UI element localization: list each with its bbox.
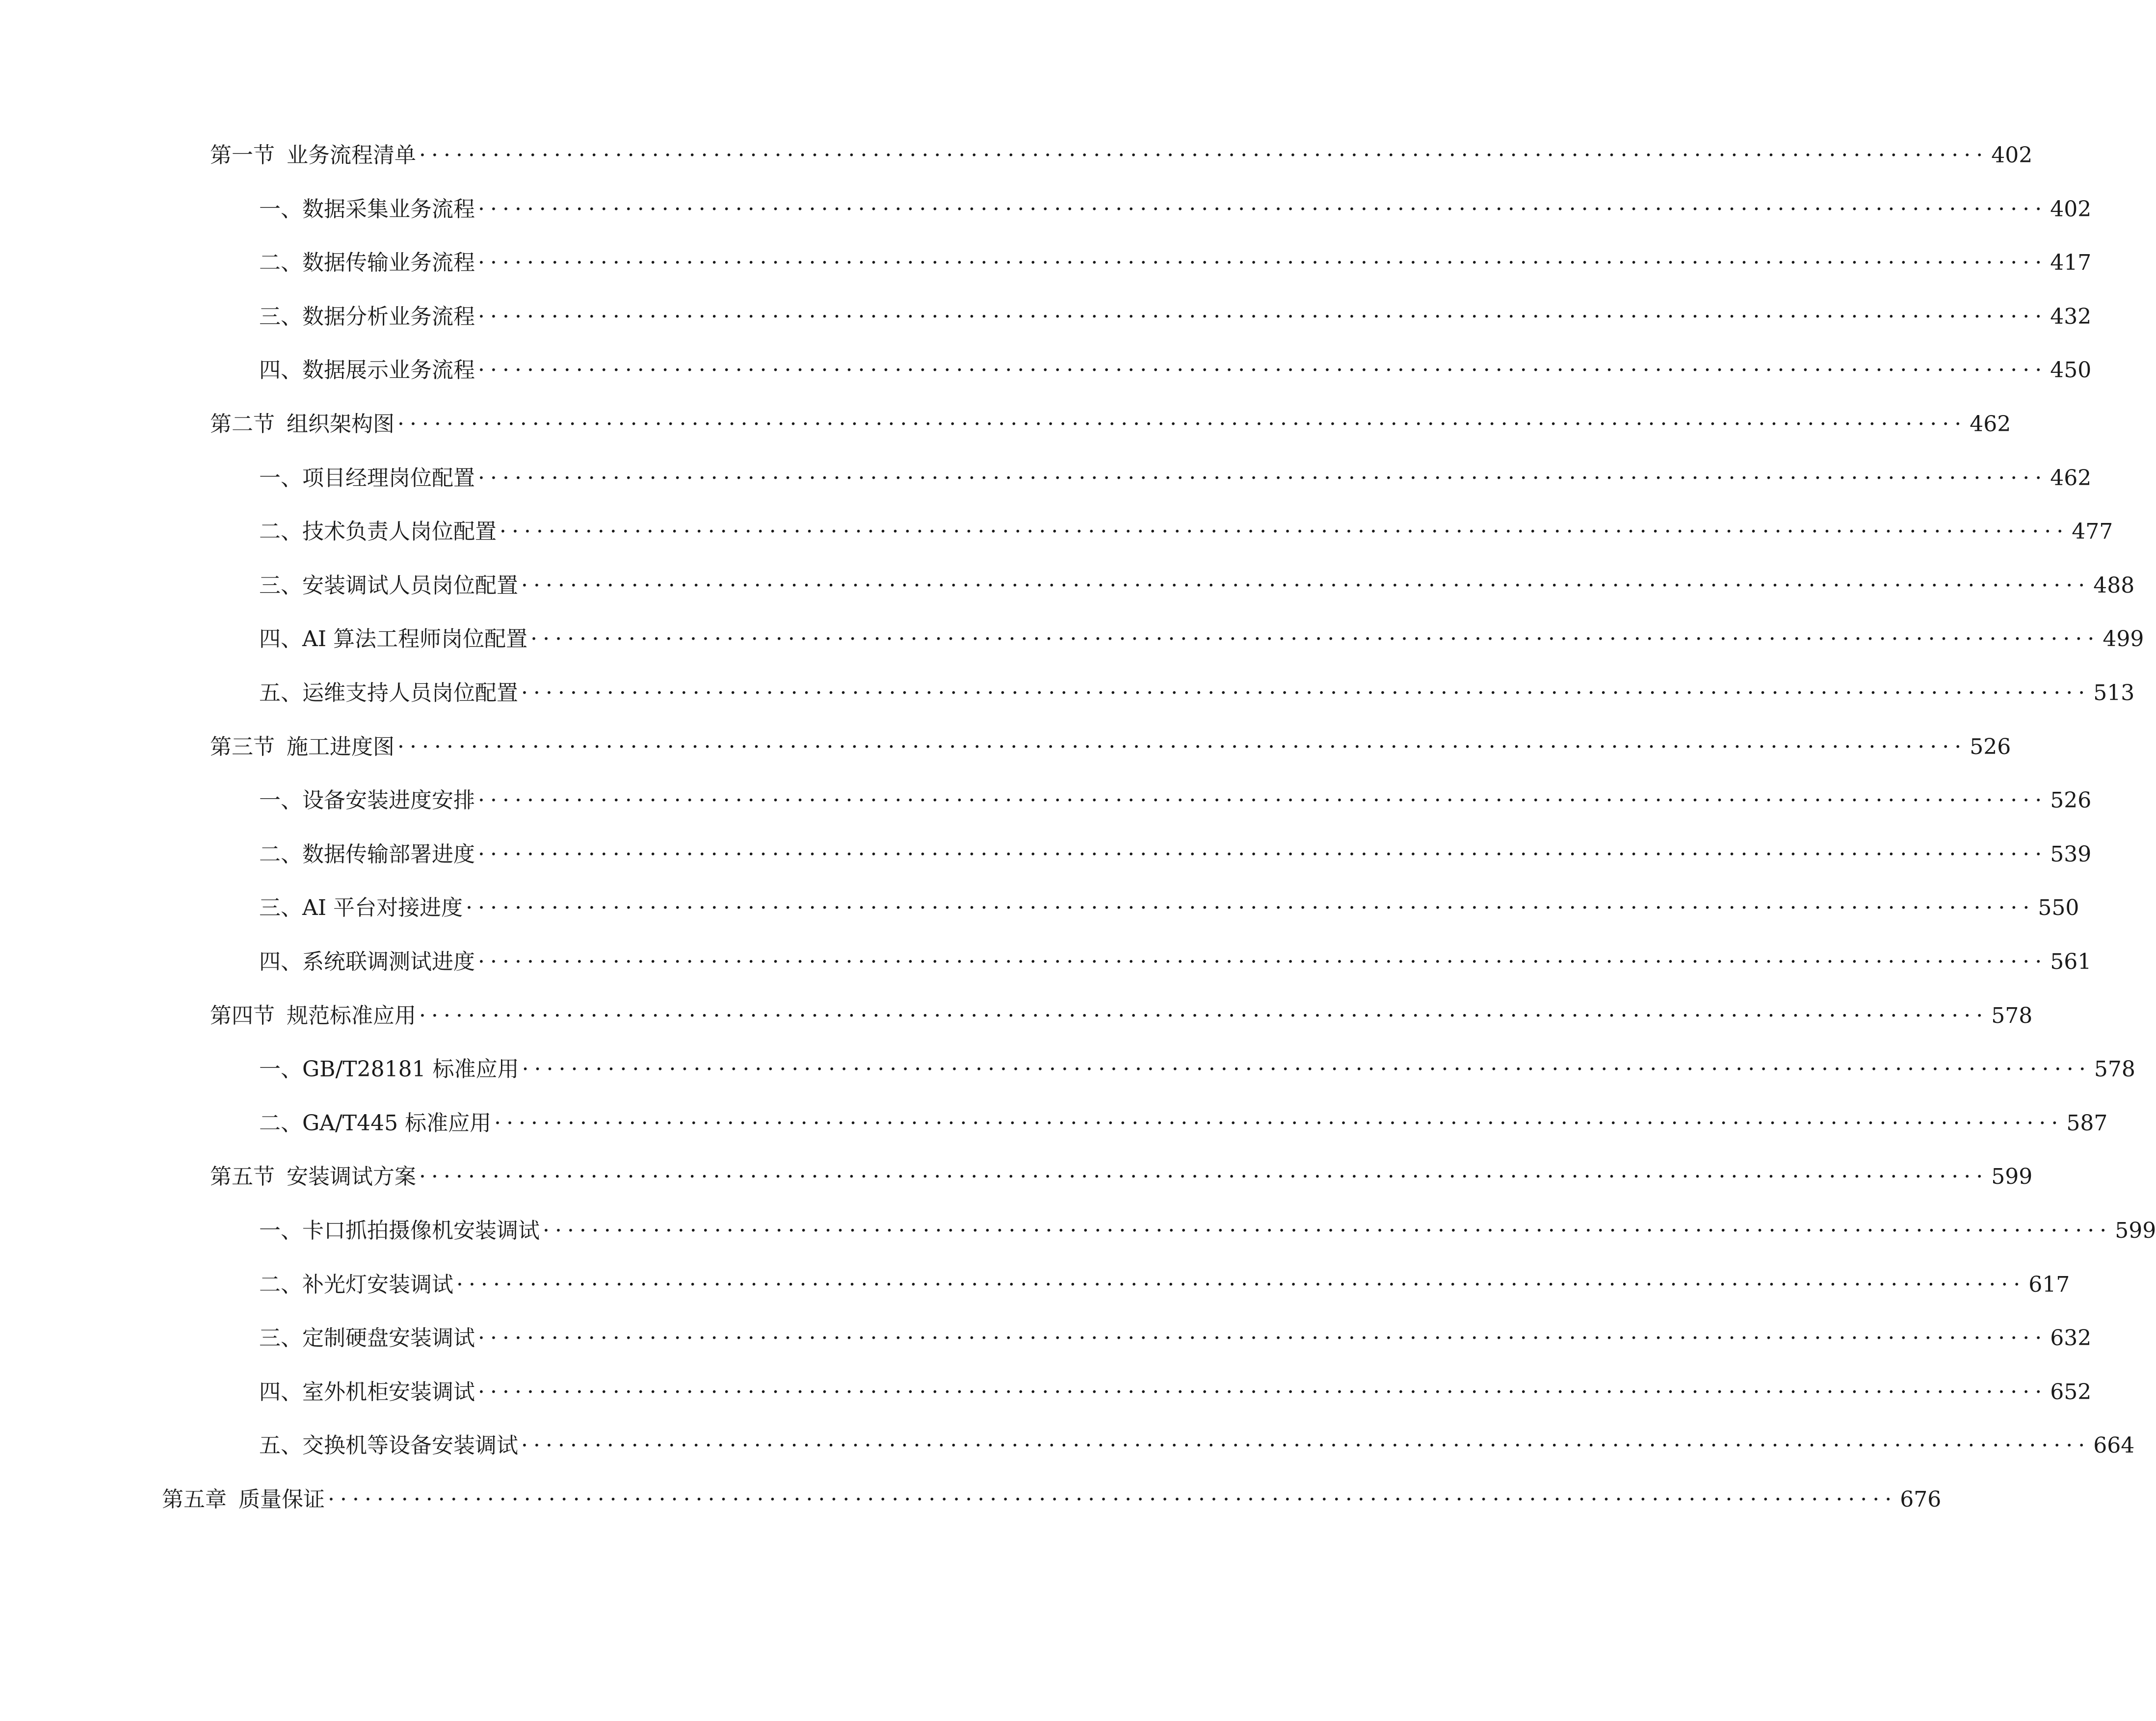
toc-dot-leader: ································································································································	[478, 358, 2048, 383]
toc-page-number: 599	[2115, 1218, 2156, 1243]
toc-entry-number: 二、	[259, 250, 302, 276]
toc-entry-title: GB/T28181 标准应用	[302, 1057, 519, 1082]
toc-entry[interactable]	[259, 460, 2092, 495]
toc-entry-number: 三、	[259, 573, 302, 598]
toc-dot-leader: ································································································································	[530, 626, 2100, 652]
toc-entry-title: 数据传输部署进度	[302, 841, 475, 867]
toc-page-number: 652	[2050, 1379, 2092, 1405]
toc-dot-leader: ································································································································	[521, 680, 2091, 705]
toc-page-number: 539	[2050, 841, 2092, 867]
toc-entry[interactable]	[259, 1267, 2070, 1302]
toc-dot-leader: ································································································································	[478, 196, 2048, 222]
toc-page-number: 513	[2093, 680, 2135, 705]
toc-entry[interactable]	[259, 890, 2079, 925]
toc-entry-title: 规范标准应用	[287, 1003, 416, 1028]
toc-entry-number: 四、	[259, 358, 302, 383]
toc-entry-title: 数据传输业务流程	[302, 250, 475, 276]
toc-entry-number: 四、	[259, 949, 302, 974]
toc-entry-number: 三、	[259, 304, 302, 329]
toc-entry[interactable]	[259, 191, 2092, 227]
toc-entry-title: 设备安装进度安排	[302, 788, 475, 813]
toc-dot-leader: ································································································································	[478, 304, 2048, 329]
toc-entry-title: 数据展示业务流程	[302, 358, 475, 383]
toc-entry-title: 组织架构图	[287, 412, 394, 437]
toc-dot-leader: ································································································································	[478, 250, 2048, 276]
toc-entry-number: 第三节	[210, 734, 275, 759]
toc-entry-number: 五、	[259, 1433, 302, 1459]
toc-entry[interactable]	[259, 352, 2092, 388]
toc-entry-title: 安装调试人员岗位配置	[302, 573, 518, 598]
toc-entry-title: 室外机柜安装调试	[302, 1379, 475, 1405]
toc-entry[interactable]	[259, 1320, 2092, 1356]
toc-entry-title: 补光灯安装调试	[302, 1272, 453, 1297]
toc-entry-title: AI 平台对接进度	[302, 895, 463, 921]
toc-entry[interactable]	[259, 1374, 2092, 1409]
toc-page-number: 578	[2094, 1057, 2135, 1082]
toc-entry[interactable]	[210, 729, 2011, 764]
toc-entry-number: 第一节	[210, 143, 275, 168]
toc-entry[interactable]	[210, 406, 2011, 442]
toc-entry[interactable]	[259, 568, 2135, 603]
toc-entry-title: 数据采集业务流程	[302, 196, 475, 222]
toc-entry-title: 项目经理岗位配置	[302, 465, 475, 491]
toc-entry-title: 数据分析业务流程	[302, 304, 475, 329]
toc-entry[interactable]	[259, 836, 2092, 872]
toc-entry[interactable]	[259, 299, 2092, 334]
toc-entry-title: 交换机等设备安装调试	[302, 1433, 518, 1459]
toc-page-number: 676	[1900, 1487, 1942, 1512]
toc-page-number: 664	[2093, 1433, 2135, 1459]
toc-page-number: 417	[2050, 250, 2092, 276]
toc-dot-leader: ································································································································	[521, 573, 2091, 598]
toc-page-number: 550	[2038, 895, 2079, 921]
toc-entry-title: AI 算法工程师岗位配置	[302, 626, 528, 652]
toc-page-number: 617	[2028, 1272, 2070, 1297]
toc-page-number: 632	[2050, 1326, 2092, 1351]
toc-entry-number: 二、	[259, 841, 302, 867]
toc-page-number: 526	[2050, 788, 2092, 813]
toc-entry[interactable]	[210, 998, 2033, 1033]
toc-page-number: 450	[2050, 358, 2092, 383]
toc-page-number: 432	[2050, 304, 2092, 329]
toc-entry-number: 二、	[259, 519, 302, 545]
toc-page-number: 488	[2093, 573, 2135, 598]
toc-page-number: 526	[1970, 734, 2011, 759]
toc-entry-number: 三、	[259, 1326, 302, 1351]
toc-entry[interactable]	[162, 1482, 1942, 1517]
toc-dot-leader: ································································································································	[478, 1326, 2048, 1351]
toc-entry-number: 二、	[259, 1272, 302, 1297]
toc-entry[interactable]	[259, 782, 2092, 818]
toc-entry-number: 一、	[259, 1057, 302, 1082]
toc-dot-leader: ································································································································	[521, 1433, 2091, 1459]
toc-entry[interactable]	[210, 1159, 2033, 1194]
toc-dot-leader: ································································································································	[456, 1272, 2026, 1297]
toc-dot-leader: ································································································································	[543, 1218, 2112, 1243]
toc-page-number: 402	[2050, 196, 2092, 222]
toc-entry-title: 运维支持人员岗位配置	[302, 680, 518, 705]
toc-entry[interactable]	[259, 245, 2092, 280]
toc-page-number: 402	[1991, 143, 2033, 168]
toc-dot-leader: ································································································································	[478, 841, 2048, 867]
toc-entry-number: 三、	[259, 895, 302, 921]
toc-entry-title: 安装调试方案	[287, 1164, 416, 1190]
toc-entry-title: 卡口抓拍摄像机安装调试	[302, 1218, 540, 1243]
toc-entry-number: 二、	[259, 1110, 302, 1136]
toc-entry-number: 四、	[259, 1379, 302, 1405]
toc-entry[interactable]	[259, 675, 2135, 710]
toc-dot-leader: ································································································································	[478, 465, 2048, 491]
toc-entry[interactable]	[259, 1105, 2108, 1141]
toc-dot-leader: ································································································································	[328, 1487, 1897, 1512]
toc-entry-number: 一、	[259, 465, 302, 491]
toc-page-number: 477	[2072, 519, 2113, 545]
toc-page-number: 462	[2050, 465, 2092, 491]
toc-entry[interactable]	[259, 514, 2113, 549]
toc-entry[interactable]	[210, 137, 2033, 173]
toc-dot-leader: ································································································································	[419, 1003, 1989, 1028]
toc-page-number: 599	[1991, 1164, 2033, 1190]
toc-page-number: 578	[1991, 1003, 2033, 1028]
toc-entry-number: 第五章	[162, 1487, 227, 1512]
toc-dot-leader: ································································································································	[419, 143, 1989, 168]
toc-entry-number: 一、	[259, 1218, 302, 1243]
toc-entry-title: 业务流程清单	[287, 143, 416, 168]
toc-entry-number: 一、	[259, 788, 302, 813]
toc-dot-leader: ································································································································	[466, 895, 2035, 921]
toc-entry-title: 质量保证	[238, 1487, 325, 1512]
toc-entry-number: 五、	[259, 680, 302, 705]
toc-page-number: 561	[2050, 949, 2092, 974]
toc-entry[interactable]	[259, 1051, 2135, 1087]
toc-entry-title: 定制硬盘安装调试	[302, 1326, 475, 1351]
toc-dot-leader: ································································································································	[522, 1057, 2091, 1082]
toc-entry-title: 系统联调测试进度	[302, 949, 475, 974]
toc-entry-number: 四、	[259, 626, 302, 652]
toc-dot-leader: ································································································································	[478, 1379, 2048, 1405]
toc-entry-number: 一、	[259, 196, 302, 222]
toc-entry-title: 施工进度图	[287, 734, 394, 759]
toc-entry-number: 第五节	[210, 1164, 275, 1190]
toc-dot-leader: ································································································································	[478, 788, 2048, 813]
toc-page-number: 499	[2103, 626, 2144, 652]
toc-entry-title: GA/T445 标准应用	[302, 1110, 492, 1136]
toc-dot-leader: ································································································································	[500, 519, 2069, 545]
toc-dot-leader: ································································································································	[478, 949, 2048, 974]
toc-entry-number: 第二节	[210, 412, 275, 437]
toc-entry[interactable]	[259, 621, 2144, 656]
toc-entry-title: 技术负责人岗位配置	[302, 519, 497, 545]
toc-page-number: 587	[2066, 1110, 2108, 1136]
toc-dot-leader: ································································································································	[397, 734, 1967, 759]
toc-entry[interactable]	[259, 1213, 2156, 1248]
toc-entry[interactable]	[259, 1428, 2135, 1463]
toc-dot-leader: ································································································································	[419, 1164, 1989, 1190]
toc-dot-leader: ································································································································	[397, 412, 1967, 437]
toc-entry-number: 第四节	[210, 1003, 275, 1028]
toc-entry[interactable]	[259, 944, 2092, 979]
toc-page-number: 462	[1970, 412, 2011, 437]
toc-dot-leader: ································································································································	[494, 1110, 2064, 1136]
